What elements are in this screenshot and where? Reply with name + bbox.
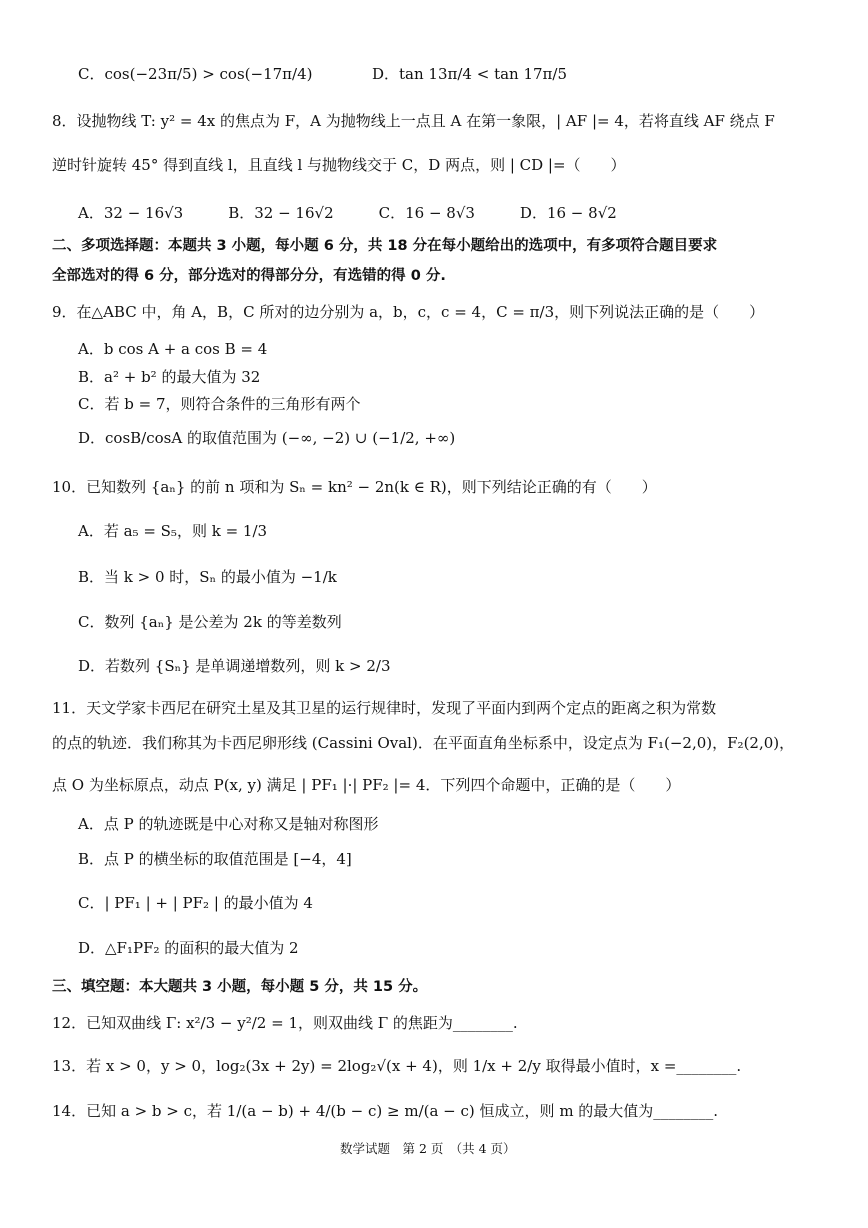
q10-stem: 10．已知数列 {aₙ} 的前 n 项和为 Sₙ = kn² − 2n(k ∈ R)，则下列结论正确的有（ ） (52, 478, 657, 496)
q9-option-d: D．cosB/cosA 的取值范围为 (−∞, −2) ∪ (−1/2, +∞) (78, 429, 456, 447)
q11-line2: 的点的轨迹．我们称其为卡西尼卵形线 (Cassini Oval)．在平面直角坐标系中，设定点为 F₁(−2,0)，F₂(2,0)， (52, 734, 795, 752)
q11-line3: 点 O 为坐标原点，动点 P(x, y) 满足 | PF₁ |·| PF₂ |= 4．下列四个命题中，正确的是（ ） (52, 776, 681, 794)
q11-option-d: D．△F₁PF₂ 的面积的最大值为 2 (78, 939, 299, 957)
q9-option-b: B．a² + b² 的最大值为 32 (78, 368, 261, 386)
line-7d: D．tan 13π/4 < tan 17π/5 (372, 65, 568, 83)
q9-option-a: A．b cos A + a cos B = 4 (78, 340, 268, 358)
q9-stem: 9．在△ABC 中，角 A，B，C 所对的边分别为 a，b，c，c = 4，C = π/3，则下列说法正确的是（ ） (52, 303, 765, 321)
line-7c: C．cos(−23π/5) > cos(−17π/4) (78, 65, 313, 83)
q8-line1: 8．设抛物线 T: y² = 4x 的焦点为 F，A 为抛物线上一点且 A 在第一象限，| AF |= 4，若将直线 AF 绕点 F (52, 112, 775, 130)
page-footer: 数学试题 第 2 页 （共 4 页） (340, 1141, 516, 1156)
section2-heading-2: 全部选对的得 6 分，部分选对的得部分分，有选错的得 0 分. (52, 268, 446, 284)
q11-option-b: B．点 P 的横坐标的取值范围是 [−4，4] (78, 850, 352, 868)
q13: 13．若 x > 0，y > 0，log₂(3x + 2y) = 2log₂√(x + 4)，则 1/x + 2/y 取得最小值时，x =________. (52, 1057, 742, 1075)
q8-options: A．32 − 16√3 B．32 − 16√2 C．16 − 8√3 D．16 − 8√2 (78, 204, 617, 222)
section3-heading: 三、填空题：本大题共 3 小题，每小题 5 分，共 15 分。 (52, 979, 428, 995)
q8-line2: 逆时针旋转 45° 得到直线 l，且直线 l 与抛物线交于 C，D 两点，则 | CD |=（ ） (52, 156, 626, 174)
q12: 12．已知双曲线 Γ: x²/3 − y²/2 = 1，则双曲线 Γ 的焦距为________. (52, 1014, 518, 1032)
q11-option-c: C．| PF₁ | + | PF₂ | 的最小值为 4 (78, 894, 313, 912)
q10-option-d: D．若数列 {Sₙ} 是单调递增数列，则 k > 2/3 (78, 657, 391, 675)
q14: 14．已知 a > b > c，若 1/(a − b) + 4/(b − c) ≥ m/(a − c) 恒成立，则 m 的最大值为________. (52, 1102, 719, 1120)
q10-option-c: C．数列 {aₙ} 是公差为 2k 的等差数列 (78, 613, 342, 631)
q9-option-c: C．若 b = 7，则符合条件的三角形有两个 (78, 395, 361, 413)
q11-option-a: A．点 P 的轨迹既是中心对称又是轴对称图形 (78, 815, 379, 833)
q10-option-a: A．若 a₅ = S₅，则 k = 1/3 (78, 522, 268, 540)
q11-line1: 11．天文学家卡西尼在研究土星及其卫星的运行规律时，发现了平面内到两个定点的距离之积为常数 (52, 699, 717, 717)
q10-option-b: B．当 k > 0 时，Sₙ 的最小值为 −1/k (78, 568, 337, 586)
section2-heading-1: 二、多项选择题：本题共 3 小题，每小题 6 分，共 18 分在每小题给出的选项中，有多项符合题目要求 (52, 238, 718, 254)
